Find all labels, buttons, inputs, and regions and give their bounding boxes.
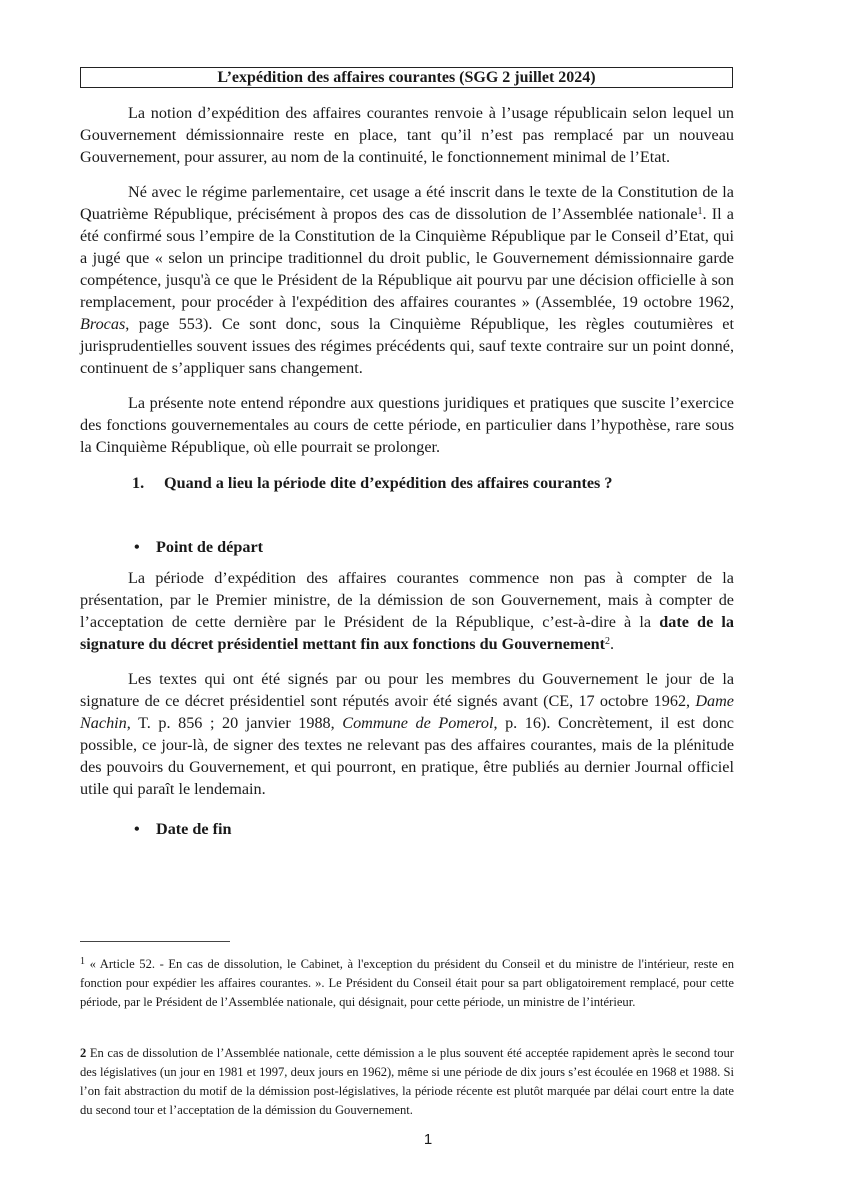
page-number: 1 xyxy=(423,1131,433,1148)
footnote-separator xyxy=(80,941,230,942)
footnote-mark-2: 2 xyxy=(80,1046,87,1060)
bullet-icon: • xyxy=(134,820,140,838)
footnote-mark-1: 1 xyxy=(80,956,85,967)
case-name-brocas: Brocas xyxy=(80,315,126,333)
section-number: 1. xyxy=(132,474,145,492)
footnote-1: $^1$ « Article 52. - En cas de dissolution, le Cabinet, à l'exception du président du Conseil et du ministre de l'intérieur, reste en fonction pour expédier les affaires courantes. ». Le Président du Conseil était pour sa part obligatoirement remplacé, pour cette période, par le Président de l’Assemblée nationale, qui désignait, pour cette période, un ministre de l’intérieur. xyxy=(80,956,735,1009)
document-body xyxy=(80,102,734,840)
bold-emphasis: date de la signature du décret présidentiel mettant fin aux fonctions du Gouvernement xyxy=(80,613,734,653)
paragraph-3: La présente note entend répondre aux questions juridiques et pratiques que suscite l’exercice des fonctions gouvernementales au cours de cette période, en particulier dans l’hypothèse, rare sous la Cinquième République, où elle pourrait se prolonger. xyxy=(80,394,734,456)
bullet-icon: • xyxy=(134,538,140,556)
footnote-ref-1[interactable]: 1 xyxy=(697,206,703,217)
paragraph-2: Né avec le régime parlementaire, cet usage a été inscrit dans le texte de la Constitution de la Quatrième République, précisément à propos des cas de dissolution de l’Assemblée nationale$^1$. Il a été confirmé sous l’empire de la Constitution de la Cinquième République par le Conseil d’Etat, qui a jugé que « selon un principe traditionnel du droit public, le Gouvernement démissionnaire garde compétence, jusqu'à ce que le Président de la République ait pourvu par une décision officielle à son remplacement, pour procéder à l'expédition des affaires courantes » (Assemblée, 19 octobre 1962, Brocas, page 553). Ce sont donc, sous la Cinquième République, les règles coutumières et jurisprudentielles souvent issues des régimes précédents qui, sauf texte contraire sur un point donné, continuent de s’appliquer sans changement. xyxy=(80,183,734,377)
section-heading-1 xyxy=(132,472,734,494)
section-label: Quand a lieu la période dite d’expédition des affaires courantes ? xyxy=(164,474,613,492)
paragraph-1: La notion d’expédition des affaires courantes renvoie à l’usage républicain selon lequel un Gouvernement démissionnaire reste en place, tant qu’il n’est pas remplacé par un nouveau Gouvernement, pour assurer, au nom de la continuité, le fonctionnement minimal de l’Etat. xyxy=(80,104,734,166)
paragraph-4: La période d’expédition des affaires courantes commence non pas à compter de la présentation, par le Premier ministre, de la démission de son Gouvernement, mais à compter de l’acceptation de cette dernière par le Président de la République, c’est-à-dire à la date de la signature du décret présidentiel mettant fin aux fonctions du Gouvernement$^2$. xyxy=(80,569,734,653)
paragraph-5: Les textes qui ont été signés par ou pour les membres du Gouvernement le jour de la signature de ce décret présidentiel sont réputés avoir été signés avant (CE, 17 octobre 1962, Dame Nachin, T. p. 856 ; 20 janvier 1988, Commune de Pomerol, p. 16). Concrètement, il est donc possible, ce jour-là, de signer des textes ne relevant pas des affaires courantes, mais de la plénitude des pouvoirs du Gouvernement, et qui pourront, en pratique, être publiés au dernier Journal officiel utile qui paraît le lendemain. xyxy=(80,670,734,798)
subheading-point-de-depart: • Point de départ xyxy=(134,538,264,556)
subheading-date-de-fin: • Date de fin xyxy=(134,820,232,838)
document-title: L’expédition des affaires courantes (SGG 2 juillet 2024) xyxy=(80,67,733,88)
footnote-ref-2[interactable]: 2 xyxy=(605,636,611,647)
footnote-2: 2 En cas de dissolution de l’Assemblée nationale, cette démission a le plus souvent été acceptée rapidement après le second tour des législatives (un jour en 1981 et 1997, deux jours en 1962), même si une période de dix jours s’est écoulée en 1968 et 1988. Si l’on fait abstraction du motif de la démission post-législatives, la période récente est plutôt marquée par délai court entre la date du second tour et l’acceptation de la démission du Gouvernement. xyxy=(80,1046,734,1117)
case-name-dame-nachin: Dame Nachin xyxy=(80,692,734,732)
case-name-commune-de-pomerol: Commune de Pomerol xyxy=(342,714,494,732)
